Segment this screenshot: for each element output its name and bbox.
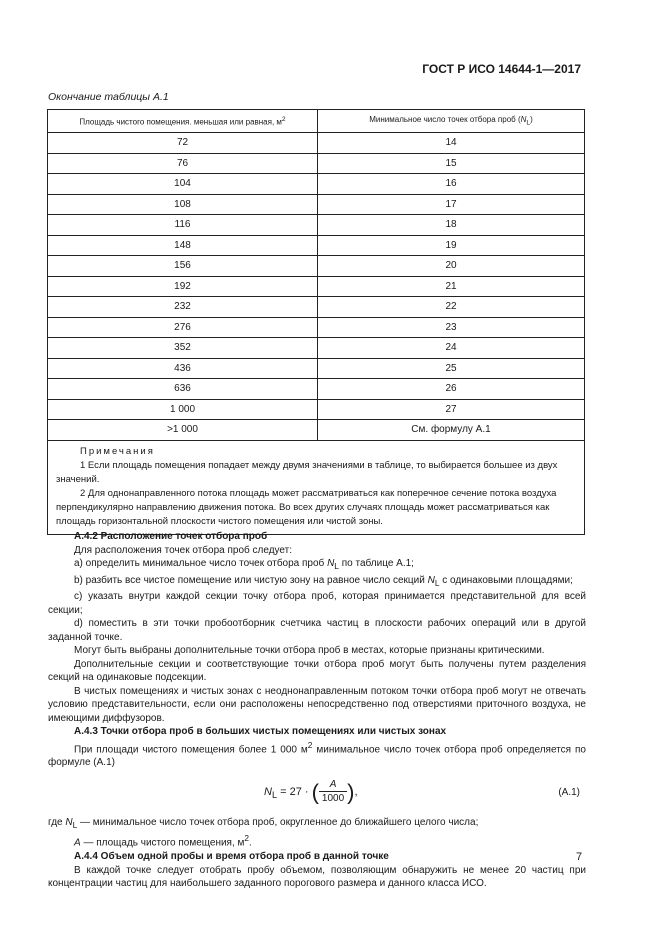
- document-header: ГОСТ Р ИСО 14644-1—2017: [422, 62, 581, 76]
- area-cell: 1 000: [48, 399, 318, 420]
- table-row: [48, 215, 585, 236]
- where-line-2: A — площадь чистого помещения, $м^2$.: [74, 833, 252, 849]
- formula-a1: [48, 770, 586, 816]
- section-a42-title: А.4.2 Расположение точек отбора проб: [74, 531, 268, 542]
- points-cell: 14: [318, 133, 585, 154]
- table-notes: [48, 440, 585, 534]
- table-row: [48, 256, 585, 277]
- formula-number: (А.1): [558, 786, 580, 798]
- points-cell: 17: [318, 194, 585, 215]
- page-number: 7: [576, 851, 583, 863]
- points-cell: 16: [318, 174, 585, 195]
- area-cell: 156: [48, 256, 318, 277]
- table-notes-row: [48, 440, 585, 534]
- note-2: 2 Для однонаправленного потока площадь может рассматриваться как поперечное сечение потока воздуха перпендикулярно направлению движения потока. Во всех других случаях площадь может рассматриваться как площадь горизонтальной плоскости чистого помещения или чистой зоны.: [56, 487, 557, 527]
- table-row: [48, 174, 585, 195]
- table-row: [48, 194, 585, 215]
- section-a42-intro: Для расположения точек отбора проб следует:: [74, 544, 293, 556]
- points-cell: 24: [318, 338, 585, 359]
- points-cell: 23: [318, 317, 585, 338]
- note-1: 1 Если площадь помещения попадает между двумя значениями в таблице, то выбирается большее из двух значений.: [56, 459, 558, 485]
- area-cell: 148: [48, 235, 318, 256]
- table-row: [48, 297, 585, 318]
- area-cell: 192: [48, 276, 318, 297]
- section-a43-title: А.4.3 Точки отбора проб в больших чистых помещениях или чистых зонах: [74, 726, 447, 737]
- document-body: [48, 530, 586, 891]
- points-cell: 18: [318, 215, 585, 236]
- where-line-1: где $N_L$ — минимальное число точек отбора проб, округленное до ближайшего целого числа;: [48, 816, 479, 830]
- area-cell: 72: [48, 133, 318, 154]
- paragraph: В каждой точке следует отобрать пробу объемом, позволяющим обнаружить не менее 20 частиц при концентрации частиц для наибольшего заданного порогового размера и данного класса ИСО.: [48, 864, 586, 890]
- points-cell: 26: [318, 379, 585, 400]
- paragraph: При площади чистого помещения более 1 000 $м^2$ минимальное число точек отбора проб определяется по формуле (А.1): [48, 739, 586, 769]
- area-cell: >1 000: [48, 420, 318, 441]
- paragraph: Дополнительные секции и соответствующие точки отбора проб могут быть получены путем разделения секций на одинаковые подсекции.: [48, 658, 586, 683]
- table-row: [48, 399, 585, 420]
- area-cell: 436: [48, 358, 318, 379]
- area-cell: 276: [48, 317, 318, 338]
- paragraph: Могут быть выбраны дополнительные точки отбора проб в местах, которые признаны критическими.: [74, 645, 545, 656]
- sampling-points-table: [47, 109, 585, 535]
- points-cell: 25: [318, 358, 585, 379]
- list-item-c: c) указать внутри каждой секции точку отбора проб, которая принимается представительной для всей секции;: [48, 591, 586, 616]
- table-row: [48, 379, 585, 400]
- area-cell: 636: [48, 379, 318, 400]
- points-cell: 21: [318, 276, 585, 297]
- paragraph: В чистых помещениях и чистых зонах с неоднонаправленным потоком точки отбора проб могут не отвечать условию представительности, если они расположены непосредственно под отверстиями приточного воздуха, не имеющими диффузоров.: [48, 685, 586, 724]
- area-cell: 108: [48, 194, 318, 215]
- points-cell: См. формулу А.1: [318, 420, 585, 441]
- table-row: [48, 153, 585, 174]
- table-header-row: [48, 110, 585, 133]
- table-row: [48, 276, 585, 297]
- points-cell: 19: [318, 235, 585, 256]
- col-points-header: Минимальное число точек отбора проб $(N_L)$: [318, 110, 585, 133]
- area-cell: 76: [48, 153, 318, 174]
- table-caption: Окончание таблицы А.1: [48, 91, 169, 103]
- section-a44-title: А.4.4 Объем одной пробы и время отбора проб в данной точке: [74, 851, 389, 863]
- points-cell: 20: [318, 256, 585, 277]
- area-cell: 104: [48, 174, 318, 195]
- list-item-d: d) поместить в эти точки пробоотборник счетчика частиц в плоскости рабочих операций или в другой заданной точке.: [48, 618, 586, 643]
- table-row: [48, 358, 585, 379]
- points-cell: 27: [318, 399, 585, 420]
- formula-expression: $N_L = 27$ · ( $\frac{A}{1000}$ ),: [264, 778, 358, 805]
- list-item-a: a) определить минимальное число точек отбора проб $N_L$ по таблице А.1;: [74, 558, 414, 571]
- points-cell: 15: [318, 153, 585, 174]
- table-row: [48, 338, 585, 359]
- area-cell: 232: [48, 297, 318, 318]
- list-item-b: b) разбить все чистое помещение или чистую зону на равное число секций $N_L$ с одинаковыми площадями;: [74, 574, 573, 588]
- table-row: [48, 133, 585, 154]
- points-cell: 22: [318, 297, 585, 318]
- table-row: [48, 317, 585, 338]
- table-row: [48, 420, 585, 441]
- formula-fraction: $\frac{A}{1000}$: [319, 778, 347, 806]
- table-row: [48, 235, 585, 256]
- col-area-header: Площадь чистого помещения. меньшая или равная, $м^2$: [48, 110, 318, 133]
- notes-title: Примечания: [80, 445, 155, 457]
- area-cell: 352: [48, 338, 318, 359]
- area-cell: 116: [48, 215, 318, 236]
